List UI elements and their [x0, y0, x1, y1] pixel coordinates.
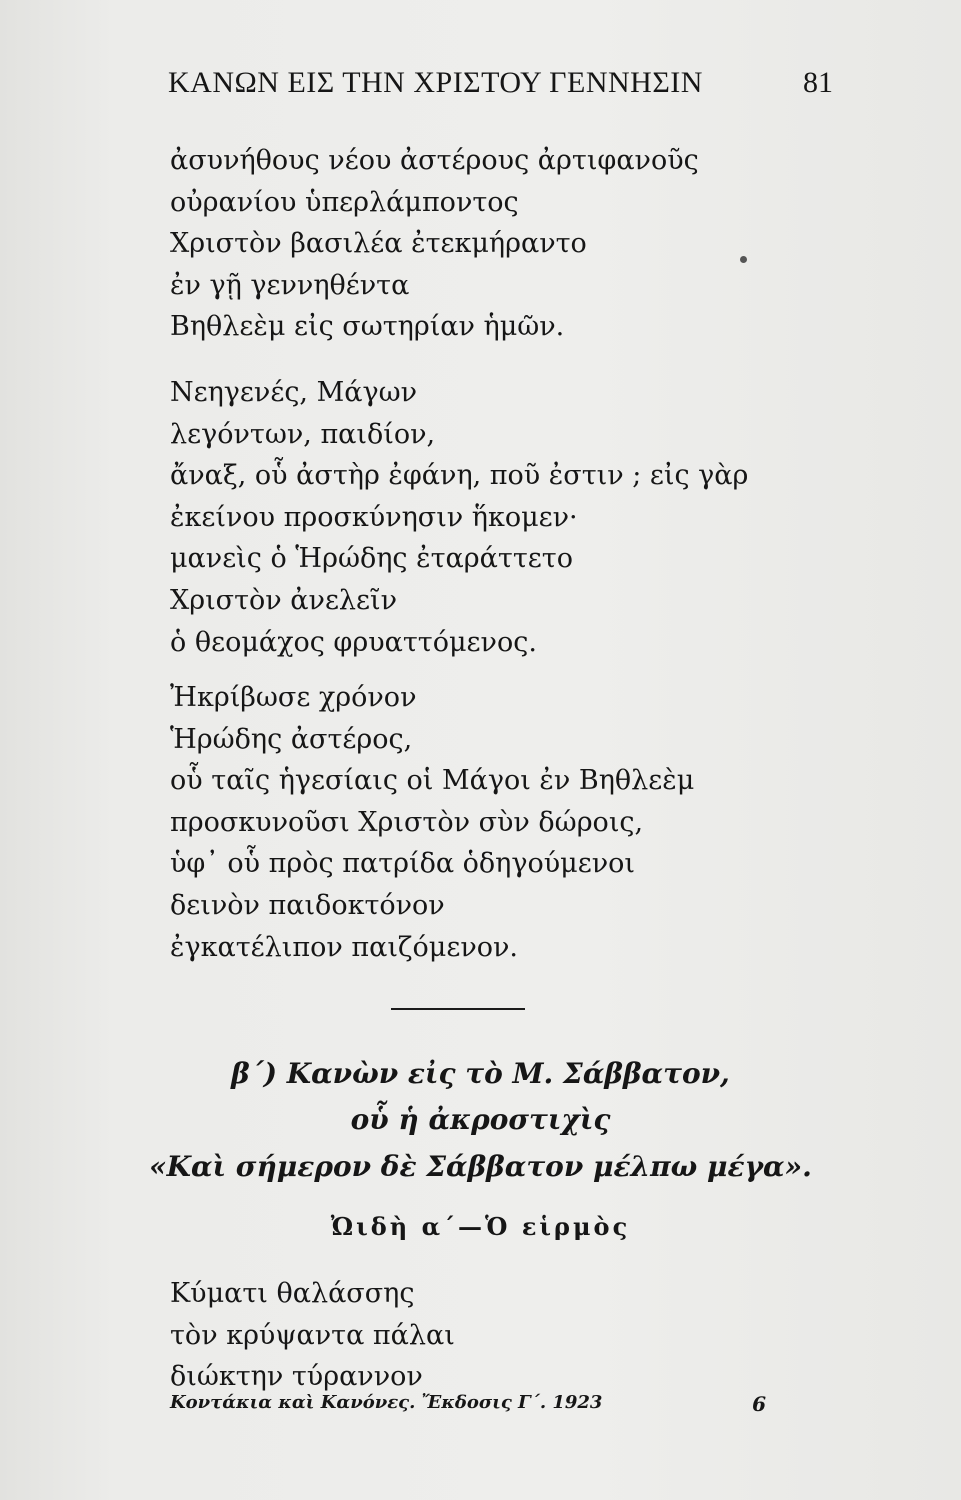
verse-line: Ἡρώδης ἀστέρος, — [170, 723, 413, 755]
edition-note: Κοντάκια καὶ Κανόνες. Ἔκδοσις Γ΄. 1923 — [170, 1392, 603, 1413]
verse-line: Ἠκρίβωσε χρόνον — [170, 682, 417, 713]
verse-line: δεινὸν παιδοκτόνον — [170, 889, 445, 921]
verse-line: Βηθλεὲμ εἰς σωτηρίαν ἡμῶν. — [170, 311, 565, 343]
verse-line: Χριστὸν βασιλέα ἐτεκμήραντο — [170, 228, 587, 260]
page-footer — [170, 1392, 766, 1422]
section-heading-line: οὗ ἡ ἀκροστιχὶς — [350, 1103, 611, 1136]
verse-line: Κύματι θαλάσσης — [170, 1278, 415, 1309]
section-heading-line: β΄) Κανὼν εἰς τὸ Μ. Σάββατον, — [231, 1057, 730, 1090]
signature-mark: 6 — [752, 1392, 766, 1416]
ode-label: Ὠιδὴ α΄—Ὁ εἱρμὸς — [330, 1212, 631, 1241]
verse-line: προσκυνοῦσι Χριστὸν σὺν δώροις, — [170, 806, 644, 838]
verse-line: διώκτην τύραννον — [170, 1361, 423, 1393]
verse-line: ἀσυνήθους νέου ἀστέρους ἀρτιφανοῦς — [170, 145, 699, 176]
verse-line: ἐκείνου προσκύνησιν ἥκομεν· — [170, 501, 578, 533]
verse-line: Νεηγενές, Μάγων — [170, 377, 418, 408]
stanza-1 — [170, 140, 699, 348]
stanza-2 — [170, 372, 748, 663]
ink-speck — [740, 256, 747, 263]
stanza-3 — [170, 677, 694, 968]
page-number: 81 — [803, 66, 833, 99]
running-header — [168, 66, 833, 106]
verse-line: ἄναξ, οὗ ἀστὴρ ἐφάνη, ποῦ ἐστιν ; εἰς γὰρ — [170, 460, 749, 492]
verse-line: ὁ θεομάχος φρυαττόμενος. — [170, 626, 537, 658]
section-divider — [391, 1008, 525, 1010]
verse-line: οὐρανίου ὑπερλάμποντος — [170, 186, 519, 218]
stanza-4 — [170, 1273, 455, 1398]
acrostic-line: «Καὶ σήμερον δὲ Σάββατον μέλπω μέγα». — [149, 1150, 812, 1183]
verse-line: ἐγκατέλιπον παιζόμενον. — [170, 931, 519, 963]
verse-line: λεγόντων, παιδίον, — [170, 418, 436, 450]
verse-line: Χριστὸν ἀνελεῖν — [170, 584, 398, 616]
running-title: ΚΑΝΩΝ ΕΙΣ ΤΗΝ ΧΡΙΣΤΟΥ ΓΕΝΝΗΣΙΝ — [168, 66, 703, 99]
verse-line: μανεὶς ὁ Ἡρώδης ἐταράττετο — [170, 543, 573, 575]
verse-line: οὗ ταῖς ἡγεσίαις οἱ Μάγοι ἐν Βηθλεὲμ — [170, 765, 695, 797]
verse-line: τὸν κρύψαντα πάλαι — [170, 1319, 455, 1351]
verse-line: ὑφ᾽ οὗ πρὸς πατρίδα ὁδηγούμενοι — [170, 848, 635, 880]
verse-line: ἐν γῇ γεννηθέντα — [170, 269, 410, 301]
